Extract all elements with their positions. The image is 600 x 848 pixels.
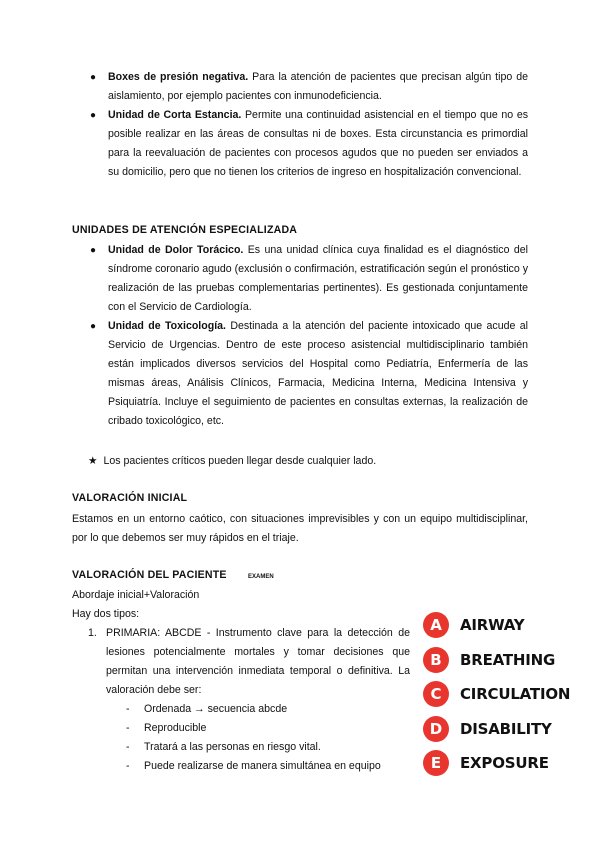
letter-e-icon: E (423, 750, 449, 776)
abcde-word: BREATHING (460, 650, 556, 669)
star-note-text: Los pacientes críticos pueden llegar desde cualquier lado. (103, 455, 377, 467)
letter-b-icon: B (423, 647, 449, 673)
dash-list-valoracion (124, 700, 381, 776)
dash-item-text: Tratará a las personas en riesgo vital. (144, 741, 321, 753)
list-item (88, 241, 528, 317)
item-number: 1. (88, 627, 97, 639)
dash-icon: - (126, 760, 130, 772)
item-text: Permite una continuidad asistencial en el tiempo que no es posible realizar en las áreas de consultas ni de boxes. Esta circunstancia es primordial para la reevaluación de pacientes con procesos agudos que no pueden ser enviados a su domicilio, pero que no tienen los criterios de ingreso en hospitalización convencional. (108, 109, 529, 178)
star-icon: ★ (88, 455, 98, 467)
letter-d-icon: D (423, 716, 449, 742)
abcde-word: EXPOSURE (460, 754, 549, 772)
item-title: Unidad de Toxicología. (108, 320, 226, 332)
numbered-item-primaria (88, 624, 410, 700)
letter-a-icon: A (423, 612, 449, 638)
bullet-icon: ● (90, 110, 97, 121)
dash-icon: - (126, 722, 130, 734)
abcde-row-disability (418, 716, 588, 751)
star-note (88, 452, 376, 471)
exam-tag: EXAMEN (248, 574, 274, 580)
list-item (88, 106, 528, 182)
abcde-row-exposure (418, 750, 588, 785)
section-heading-valoracion-paciente: VALORACIÓN DEL PACIENTE (72, 569, 227, 581)
item-text: Para la atención de pacientes que precisan algún tipo de aislamiento, por ejemplo pacientes con inmunodeficiencia. (108, 71, 528, 102)
list-item (124, 738, 381, 757)
dash-item-text: Ordenada → secuencia abcde (144, 703, 288, 715)
list-item (88, 68, 528, 106)
abcde-graphic (418, 612, 588, 785)
dash-item-text: Reproducible (144, 722, 207, 734)
bullet-list-unidades (88, 241, 528, 431)
item-text: Destinada a la atención del paciente intoxicado que acude al Servicio de Urgencias. Dentro de este proceso asistencial multidisciplinario también están implicados diversos servicios del Hospital como Pediatría, Enfermería de las mismas áreas, Análisis Clínicos, Farmacia, Medicina Interna, Medicina Intensiva y Psiquiatría. Incluye el seguimiento de pacientes en consultas externas, la realización de cribado toxicológico, etc. (108, 320, 528, 427)
tipos-line: Hay dos tipos: (72, 608, 140, 620)
section-heading-unidades: UNIDADES DE ATENCIÓN ESPECIALIZADA (72, 224, 298, 236)
abcde-row-breathing (418, 647, 588, 682)
bullet-icon: ● (90, 321, 97, 332)
dash-icon: - (126, 741, 130, 753)
item-text: PRIMARIA: ABCDE - Instrumento clave para la detección de lesiones potencialmente mortales y tomar decisiones que permitan una intervención inmediata temporal o definitiva. La valoración debe ser: (106, 627, 410, 696)
abordaje-line: Abordaje inicial+Valoración (72, 589, 200, 601)
abcde-row-circulation (418, 681, 588, 716)
section-heading-valoracion-inicial: VALORACIÓN INICIAL (72, 492, 188, 504)
abcde-word: CIRCULATION (460, 685, 571, 703)
dash-item-text: Puede realizarse de manera simultánea en equipo (144, 760, 381, 772)
item-title: Unidad de Dolor Torácico. (108, 244, 244, 256)
item-text: Es una unidad clínica cuya finalidad es el diagnóstico del síndrome coronario agudo (exclusión o confirmación, estratificación según el pronóstico y realización de las pruebas complementarias pertinentes). Es gestionada conjuntamente con el Servicio de Cardiología. (108, 244, 528, 313)
list-item (124, 700, 381, 719)
bullet-icon: ● (90, 72, 97, 83)
list-item (124, 757, 381, 776)
item-title: Boxes de presión negativa. (108, 71, 249, 83)
valoracion-inicial-text: Estamos en un entorno caótico, con situaciones imprevisibles y con un equipo multidisciplinar, por lo que debemos ser muy rápidos en el triaje. (72, 513, 528, 544)
letter-c-icon: C (423, 681, 449, 707)
dash-icon: - (126, 703, 130, 715)
bullet-icon: ● (90, 245, 97, 256)
bullet-list-boxes (88, 68, 528, 182)
abcde-row-airway (418, 612, 588, 647)
list-item (88, 317, 528, 431)
list-item (124, 719, 381, 738)
abcde-word: AIRWAY (460, 616, 525, 634)
abcde-word: DISABILITY (460, 719, 552, 738)
item-title: Unidad de Corta Estancia. (108, 109, 242, 121)
